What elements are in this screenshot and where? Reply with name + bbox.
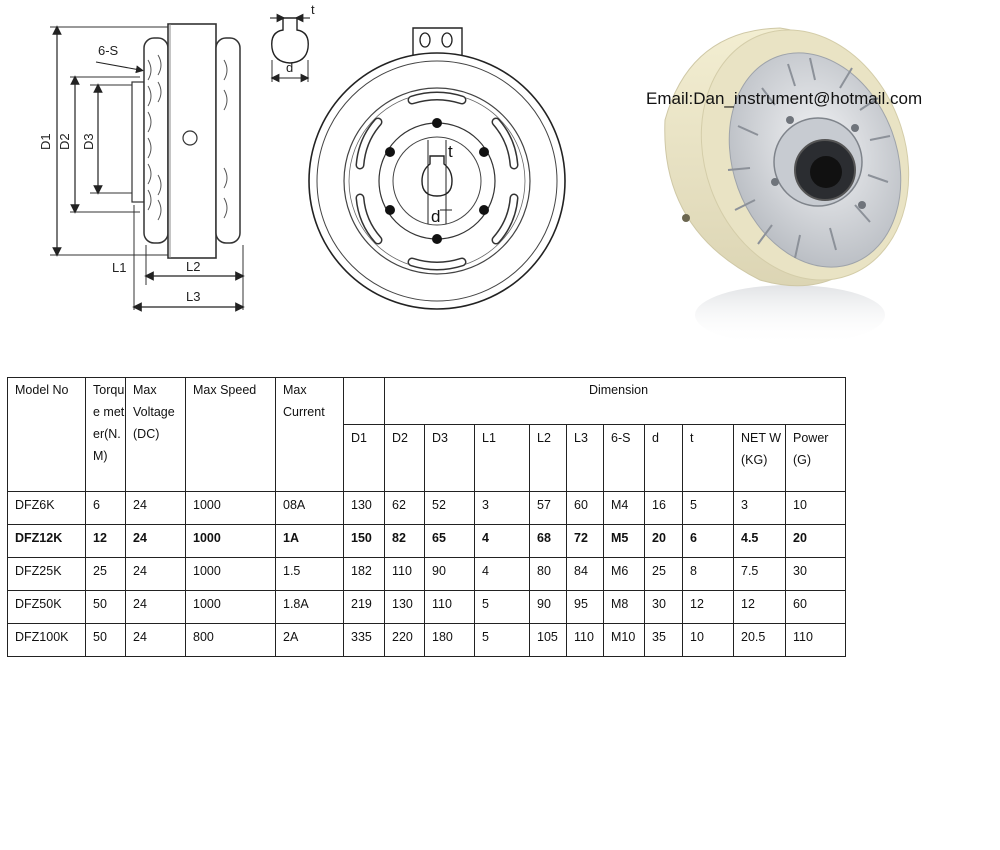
- cell-d3: 52: [425, 492, 475, 525]
- product-photo: [0, 0, 1000, 345]
- cell-d2: 110: [385, 558, 425, 591]
- header-t: t: [683, 425, 734, 492]
- cell-speed: 800: [186, 624, 276, 657]
- table-row: [8, 624, 846, 657]
- cell-power: 30: [786, 558, 846, 591]
- cell-voltage: 24: [126, 558, 186, 591]
- cell-speed: 1000: [186, 525, 276, 558]
- header-d3: D3: [425, 425, 475, 492]
- table-row: [8, 558, 846, 591]
- cell-speed: 1000: [186, 591, 276, 624]
- table-row: [8, 591, 846, 624]
- cell-d2: 220: [385, 624, 425, 657]
- cell-6s: M8: [604, 591, 645, 624]
- cell-speed: 1000: [186, 558, 276, 591]
- cell-t: 5: [683, 492, 734, 525]
- cell-l2: 57: [530, 492, 567, 525]
- header-max-voltage: Max Voltage (DC): [126, 378, 186, 492]
- cell-net-weight: 3: [734, 492, 786, 525]
- header-6s: 6-S: [604, 425, 645, 492]
- cell-net-weight: 12: [734, 591, 786, 624]
- front-t-label: t: [448, 142, 453, 161]
- cell-l2: 105: [530, 624, 567, 657]
- cell-d3: 65: [425, 525, 475, 558]
- cell-d2: 130: [385, 591, 425, 624]
- specification-table: [7, 377, 846, 657]
- cell-l3: 110: [567, 624, 604, 657]
- cell-d: 25: [645, 558, 683, 591]
- header-d1: D1: [344, 425, 385, 492]
- label-d2: D2: [57, 133, 72, 150]
- header-l2: L2: [530, 425, 567, 492]
- cell-torque: 50: [86, 591, 126, 624]
- header-max-current: Max Current: [276, 378, 344, 492]
- header-torque: Torque meter(N.M): [86, 378, 126, 492]
- cell-model: DFZ6K: [8, 492, 86, 525]
- label-6s: 6-S: [98, 43, 119, 58]
- header-dimension: Dimension: [385, 378, 846, 425]
- header-d2: D2: [385, 425, 425, 492]
- cell-current: 08A: [276, 492, 344, 525]
- cell-current: 1.5: [276, 558, 344, 591]
- cell-current: 2A: [276, 624, 344, 657]
- table-row: [8, 525, 846, 558]
- cell-d1: 182: [344, 558, 385, 591]
- cell-d: 20: [645, 525, 683, 558]
- cell-6s: M4: [604, 492, 645, 525]
- cell-speed: 1000: [186, 492, 276, 525]
- cell-d1: 130: [344, 492, 385, 525]
- cell-net-weight: 20.5: [734, 624, 786, 657]
- cell-model: DFZ12K: [8, 525, 86, 558]
- table-header-row: [8, 378, 846, 425]
- contact-email: Email:Dan_instrument@hotmail.com: [646, 89, 923, 108]
- cell-t: 6: [683, 525, 734, 558]
- cell-power: 20: [786, 525, 846, 558]
- label-l3: L3: [186, 289, 201, 304]
- header-max-speed: Max Speed: [186, 378, 276, 492]
- cell-l1: 4: [475, 525, 530, 558]
- cell-model: DFZ25K: [8, 558, 86, 591]
- cell-t: 8: [683, 558, 734, 591]
- cell-torque: 25: [86, 558, 126, 591]
- table-row: [8, 492, 846, 525]
- header-model-no: Model No: [8, 378, 86, 492]
- header-l1: L1: [475, 425, 530, 492]
- header-power: Power(G): [786, 425, 846, 492]
- cell-d: 35: [645, 624, 683, 657]
- cell-power: 110: [786, 624, 846, 657]
- cell-l2: 80: [530, 558, 567, 591]
- cell-d3: 90: [425, 558, 475, 591]
- cell-6s: M6: [604, 558, 645, 591]
- label-l1: L1: [112, 260, 127, 275]
- cell-l3: 60: [567, 492, 604, 525]
- header-blank: [344, 378, 385, 425]
- cell-t: 10: [683, 624, 734, 657]
- cell-power: 10: [786, 492, 846, 525]
- cell-torque: 6: [86, 492, 126, 525]
- front-d-label: d: [431, 207, 441, 226]
- cell-l2: 90: [530, 591, 567, 624]
- cell-torque: 12: [86, 525, 126, 558]
- cell-voltage: 24: [126, 591, 186, 624]
- label-l2: L2: [186, 259, 201, 274]
- drawings-area: [0, 0, 1000, 345]
- header-net-weight: NET W(KG): [734, 425, 786, 492]
- cell-d3: 180: [425, 624, 475, 657]
- cell-6s: M10: [604, 624, 645, 657]
- cell-power: 60: [786, 591, 846, 624]
- cell-d2: 62: [385, 492, 425, 525]
- keyway-d-label: d: [286, 60, 294, 75]
- cell-t: 12: [683, 591, 734, 624]
- cell-l2: 68: [530, 525, 567, 558]
- cell-d1: 219: [344, 591, 385, 624]
- cell-d2: 82: [385, 525, 425, 558]
- cell-l1: 4: [475, 558, 530, 591]
- cell-d3: 110: [425, 591, 475, 624]
- label-d3: D3: [81, 133, 96, 150]
- label-d1: D1: [38, 133, 53, 150]
- cell-current: 1A: [276, 525, 344, 558]
- cell-voltage: 24: [126, 525, 186, 558]
- cell-net-weight: 4.5: [734, 525, 786, 558]
- cell-l3: 72: [567, 525, 604, 558]
- header-d: d: [645, 425, 683, 492]
- cell-d: 16: [645, 492, 683, 525]
- cell-current: 1.8A: [276, 591, 344, 624]
- cell-model: DFZ100K: [8, 624, 86, 657]
- cell-l1: 3: [475, 492, 530, 525]
- cell-d1: 150: [344, 525, 385, 558]
- cell-net-weight: 7.5: [734, 558, 786, 591]
- cell-voltage: 24: [126, 492, 186, 525]
- cell-l1: 5: [475, 591, 530, 624]
- cell-voltage: 24: [126, 624, 186, 657]
- cell-d: 30: [645, 591, 683, 624]
- cell-torque: 50: [86, 624, 126, 657]
- header-l3: L3: [567, 425, 604, 492]
- keyway-t-label: t: [311, 2, 315, 17]
- cell-6s: M5: [604, 525, 645, 558]
- cell-l3: 84: [567, 558, 604, 591]
- cell-model: DFZ50K: [8, 591, 86, 624]
- cell-l3: 95: [567, 591, 604, 624]
- cell-d1: 335: [344, 624, 385, 657]
- cell-l1: 5: [475, 624, 530, 657]
